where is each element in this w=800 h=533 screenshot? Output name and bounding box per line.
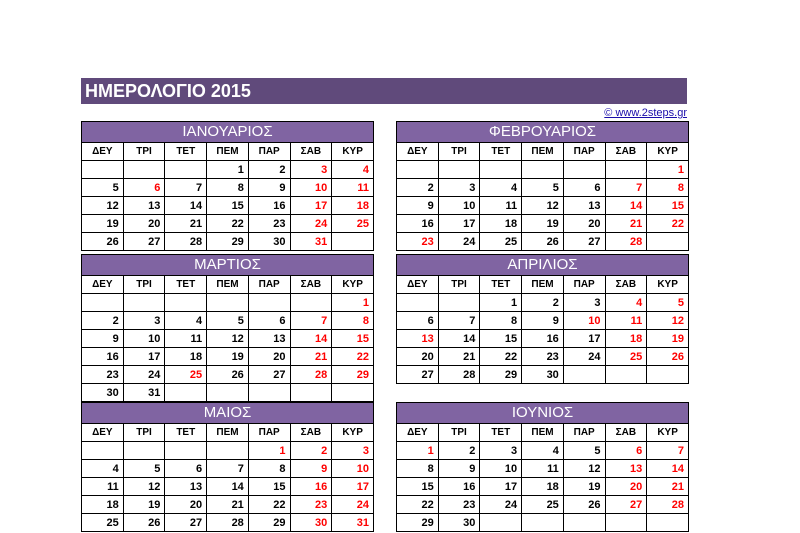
empty-cell [123,161,165,179]
day-cell: 7 [207,460,249,478]
empty-cell [647,514,689,532]
day-cell: 14 [290,330,332,348]
weekday-header: ΚΥΡ [332,424,374,442]
month-calendar [81,121,374,251]
day-cell: 24 [123,366,165,384]
day-cell: 29 [332,366,374,384]
day-cell: 9 [397,197,439,215]
weekday-header: ΤΕΤ [480,276,522,294]
day-cell: 13 [397,330,439,348]
day-cell: 11 [605,312,647,330]
day-cell: 17 [563,330,605,348]
day-cell: 19 [123,496,165,514]
day-cell: 12 [123,478,165,496]
weekday-header: ΔΕΥ [397,143,439,161]
day-cell: 8 [248,460,290,478]
empty-cell [480,161,522,179]
day-cell: 23 [522,348,564,366]
day-cell: 24 [290,215,332,233]
day-cell: 14 [207,478,249,496]
day-cell: 21 [165,215,207,233]
day-cell: 12 [647,312,689,330]
weekday-header: ΠΑΡ [563,143,605,161]
weekday-header: ΚΥΡ [647,424,689,442]
day-cell: 10 [438,197,480,215]
day-cell: 22 [332,348,374,366]
credit-link[interactable]: © www.2steps.gr [604,107,687,119]
day-cell: 19 [207,348,249,366]
day-cell: 15 [332,330,374,348]
day-cell: 13 [605,460,647,478]
empty-cell [248,294,290,312]
day-cell: 30 [290,514,332,532]
day-cell: 9 [248,179,290,197]
weekday-header: ΤΕΤ [165,276,207,294]
day-cell: 5 [563,442,605,460]
day-cell: 20 [123,215,165,233]
day-cell: 27 [248,366,290,384]
day-cell: 30 [248,233,290,251]
weekday-header: ΠΕΜ [522,143,564,161]
weekday-header: ΠΑΡ [563,276,605,294]
day-cell: 9 [438,460,480,478]
day-cell: 22 [647,215,689,233]
day-cell: 13 [563,197,605,215]
empty-cell [522,514,564,532]
weekday-header: ΚΥΡ [647,143,689,161]
day-cell: 26 [647,348,689,366]
weekday-header: ΣΑΒ [290,276,332,294]
day-cell: 30 [82,384,124,402]
day-cell: 7 [647,442,689,460]
weekday-header: ΤΕΤ [165,424,207,442]
day-cell: 5 [207,312,249,330]
day-cell: 11 [332,179,374,197]
day-cell: 21 [207,496,249,514]
day-cell: 18 [165,348,207,366]
day-cell: 10 [563,312,605,330]
weekday-header: ΤΡΙ [123,143,165,161]
empty-cell [397,294,439,312]
month-name: ΑΠΡΙΛΙΟΣ [397,255,689,276]
day-cell: 3 [123,312,165,330]
empty-cell [82,161,124,179]
day-cell: 23 [438,496,480,514]
day-cell: 10 [480,460,522,478]
day-cell: 8 [332,312,374,330]
day-cell: 9 [290,460,332,478]
weekday-header: ΚΥΡ [647,276,689,294]
day-cell: 4 [82,460,124,478]
month-name: ΦΕΒΡΟΥΑΡΙΟΣ [397,122,689,143]
day-cell: 7 [290,312,332,330]
empty-cell [605,514,647,532]
day-cell: 20 [248,348,290,366]
month-name: ΜΑΙΟΣ [82,403,374,424]
day-cell: 7 [438,312,480,330]
day-cell: 27 [605,496,647,514]
weekday-header: ΤΕΤ [480,143,522,161]
day-cell: 3 [480,442,522,460]
day-cell: 27 [123,233,165,251]
day-cell: 16 [438,478,480,496]
calendar-title-bar [81,78,687,104]
weekday-header: ΚΥΡ [332,276,374,294]
day-cell: 18 [480,215,522,233]
empty-cell [438,161,480,179]
day-cell: 30 [438,514,480,532]
day-cell: 9 [82,330,124,348]
day-cell: 4 [480,179,522,197]
day-cell: 2 [438,442,480,460]
weekday-header: ΔΕΥ [82,143,124,161]
day-cell: 13 [123,197,165,215]
day-cell: 10 [123,330,165,348]
day-cell: 27 [563,233,605,251]
day-cell: 5 [647,294,689,312]
day-cell: 12 [82,197,124,215]
empty-cell [207,384,249,402]
day-cell: 29 [397,514,439,532]
day-cell: 19 [522,215,564,233]
day-cell: 22 [248,496,290,514]
day-cell: 22 [207,215,249,233]
day-cell: 23 [290,496,332,514]
day-cell: 6 [605,442,647,460]
day-cell: 12 [563,460,605,478]
empty-cell [165,384,207,402]
day-cell: 25 [165,366,207,384]
month-calendar [396,254,689,384]
day-cell: 28 [605,233,647,251]
day-cell: 24 [563,348,605,366]
day-cell: 3 [332,442,374,460]
day-cell: 13 [165,478,207,496]
empty-cell [605,366,647,384]
empty-cell [165,442,207,460]
day-cell: 23 [248,215,290,233]
day-cell: 28 [290,366,332,384]
day-cell: 6 [165,460,207,478]
empty-cell [290,294,332,312]
weekday-header: ΤΕΤ [480,424,522,442]
day-cell: 29 [480,366,522,384]
day-cell: 29 [248,514,290,532]
day-cell: 14 [438,330,480,348]
weekday-header: ΤΡΙ [438,143,480,161]
day-cell: 26 [207,366,249,384]
day-cell: 19 [647,330,689,348]
empty-cell [207,442,249,460]
weekday-header: ΤΡΙ [123,276,165,294]
empty-cell [563,161,605,179]
day-cell: 6 [248,312,290,330]
weekday-header: ΔΕΥ [82,276,124,294]
day-cell: 31 [332,514,374,532]
weekday-header: ΔΕΥ [397,276,439,294]
day-cell: 1 [397,442,439,460]
day-cell: 28 [207,514,249,532]
weekday-header: ΤΡΙ [438,424,480,442]
weekday-header: ΠΑΡ [248,276,290,294]
day-cell: 16 [397,215,439,233]
empty-cell [563,366,605,384]
month-calendar [81,402,374,532]
weekday-header: ΠΕΜ [522,276,564,294]
day-cell: 1 [647,161,689,179]
day-cell: 8 [397,460,439,478]
day-cell: 12 [207,330,249,348]
day-cell: 10 [290,179,332,197]
day-cell: 22 [480,348,522,366]
weekday-header: ΣΑΒ [605,143,647,161]
day-cell: 7 [165,179,207,197]
day-cell: 13 [248,330,290,348]
day-cell: 25 [605,348,647,366]
day-cell: 18 [82,496,124,514]
day-cell: 15 [397,478,439,496]
day-cell: 8 [480,312,522,330]
month-name: ΜΑΡΤΙΟΣ [82,255,374,276]
day-cell: 20 [397,348,439,366]
day-cell: 2 [397,179,439,197]
weekday-header: ΠΕΜ [207,143,249,161]
day-cell: 1 [248,442,290,460]
day-cell: 14 [647,460,689,478]
weekday-header: ΠΑΡ [248,143,290,161]
day-cell: 9 [522,312,564,330]
day-cell: 2 [82,312,124,330]
day-cell: 30 [522,366,564,384]
day-cell: 20 [563,215,605,233]
day-cell: 17 [438,215,480,233]
empty-cell [82,294,124,312]
weekday-header: ΔΕΥ [82,424,124,442]
day-cell: 18 [522,478,564,496]
empty-cell [647,366,689,384]
day-cell: 26 [522,233,564,251]
day-cell: 15 [248,478,290,496]
day-cell: 3 [438,179,480,197]
empty-cell [647,233,689,251]
day-cell: 21 [647,478,689,496]
day-cell: 21 [438,348,480,366]
day-cell: 21 [605,215,647,233]
empty-cell [207,294,249,312]
weekday-header: ΣΑΒ [290,424,332,442]
day-cell: 20 [165,496,207,514]
day-cell: 6 [563,179,605,197]
weekday-header: ΠΕΜ [522,424,564,442]
day-cell: 7 [605,179,647,197]
day-cell: 31 [123,384,165,402]
weekday-header: ΚΥΡ [332,143,374,161]
day-cell: 19 [82,215,124,233]
day-cell: 14 [165,197,207,215]
day-cell: 23 [82,366,124,384]
month-calendar [81,254,374,402]
day-cell: 25 [332,215,374,233]
day-cell: 24 [480,496,522,514]
day-cell: 15 [207,197,249,215]
day-cell: 16 [522,330,564,348]
calendar-title: ΗΜΕΡΟΛΟΓΙΟ 2015 [85,81,251,101]
day-cell: 2 [522,294,564,312]
day-cell: 11 [165,330,207,348]
empty-cell [123,294,165,312]
month-name: ΙΑΝΟΥΑΡΙΟΣ [82,122,374,143]
day-cell: 2 [290,442,332,460]
day-cell: 11 [522,460,564,478]
day-cell: 12 [522,197,564,215]
day-cell: 18 [332,197,374,215]
day-cell: 28 [647,496,689,514]
day-cell: 1 [332,294,374,312]
day-cell: 24 [332,496,374,514]
month-name: ΙΟΥΝΙΟΣ [397,403,689,424]
day-cell: 26 [123,514,165,532]
day-cell: 5 [522,179,564,197]
empty-cell [332,233,374,251]
day-cell: 8 [207,179,249,197]
empty-cell [248,384,290,402]
day-cell: 15 [480,330,522,348]
day-cell: 3 [290,161,332,179]
weekday-header: ΠΕΜ [207,276,249,294]
day-cell: 28 [438,366,480,384]
day-cell: 27 [397,366,439,384]
weekday-header: ΔΕΥ [397,424,439,442]
day-cell: 23 [397,233,439,251]
weekday-header: ΠΑΡ [563,424,605,442]
day-cell: 26 [82,233,124,251]
day-cell: 11 [480,197,522,215]
day-cell: 4 [165,312,207,330]
day-cell: 25 [480,233,522,251]
day-cell: 17 [290,197,332,215]
day-cell: 5 [123,460,165,478]
day-cell: 25 [82,514,124,532]
weekday-header: ΤΡΙ [438,276,480,294]
day-cell: 29 [207,233,249,251]
day-cell: 31 [290,233,332,251]
day-cell: 21 [290,348,332,366]
day-cell: 6 [123,179,165,197]
empty-cell [290,384,332,402]
day-cell: 16 [82,348,124,366]
day-cell: 4 [605,294,647,312]
empty-cell [438,294,480,312]
weekday-header: ΠΕΜ [207,424,249,442]
empty-cell [522,161,564,179]
day-cell: 1 [480,294,522,312]
day-cell: 5 [82,179,124,197]
day-cell: 8 [647,179,689,197]
day-cell: 19 [563,478,605,496]
day-cell: 16 [290,478,332,496]
empty-cell [165,161,207,179]
day-cell: 4 [332,161,374,179]
empty-cell [332,384,374,402]
weekday-header: ΠΑΡ [248,424,290,442]
day-cell: 24 [438,233,480,251]
weekday-header: ΣΑΒ [605,424,647,442]
day-cell: 11 [82,478,124,496]
day-cell: 18 [605,330,647,348]
day-cell: 6 [397,312,439,330]
empty-cell [563,514,605,532]
empty-cell [82,442,124,460]
day-cell: 22 [397,496,439,514]
day-cell: 14 [605,197,647,215]
day-cell: 17 [480,478,522,496]
empty-cell [123,442,165,460]
day-cell: 20 [605,478,647,496]
empty-cell [165,294,207,312]
month-calendar [396,121,689,251]
weekday-header: ΣΑΒ [605,276,647,294]
empty-cell [480,514,522,532]
day-cell: 17 [332,478,374,496]
day-cell: 26 [563,496,605,514]
day-cell: 27 [165,514,207,532]
day-cell: 1 [207,161,249,179]
weekday-header: ΣΑΒ [290,143,332,161]
day-cell: 28 [165,233,207,251]
day-cell: 17 [123,348,165,366]
day-cell: 15 [647,197,689,215]
empty-cell [605,161,647,179]
weekday-header: ΤΕΤ [165,143,207,161]
day-cell: 16 [248,197,290,215]
day-cell: 25 [522,496,564,514]
month-calendar [396,402,689,532]
day-cell: 4 [522,442,564,460]
weekday-header: ΤΡΙ [123,424,165,442]
day-cell: 3 [563,294,605,312]
empty-cell [397,161,439,179]
day-cell: 10 [332,460,374,478]
day-cell: 2 [248,161,290,179]
